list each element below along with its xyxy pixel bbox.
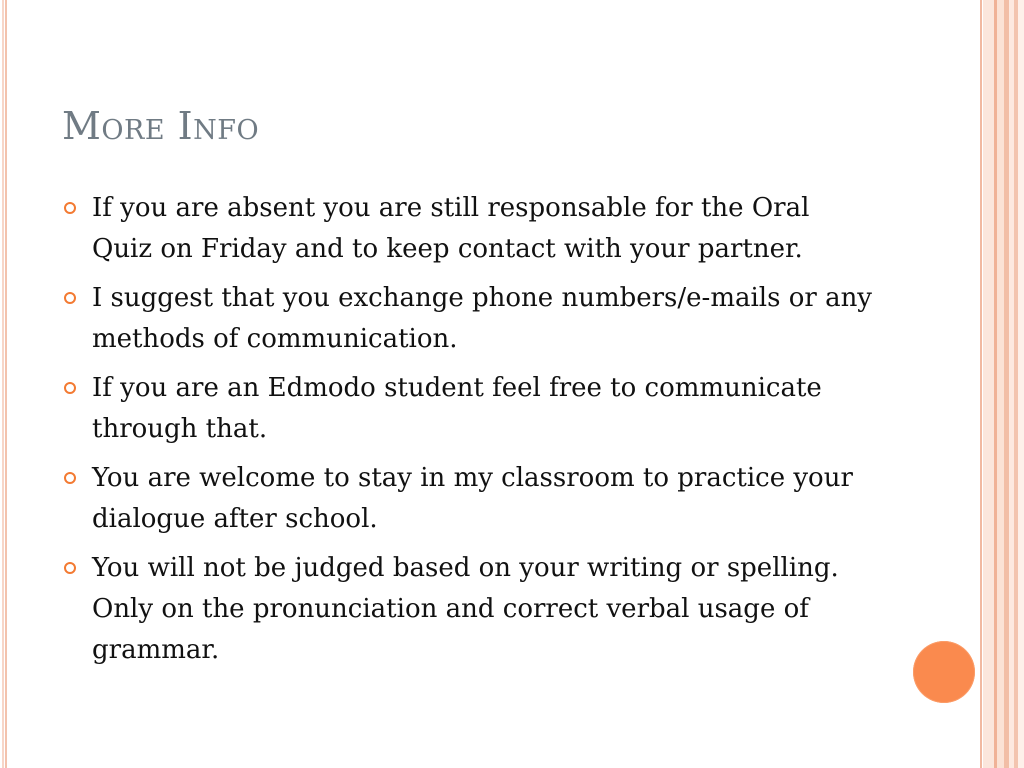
left-border-decoration <box>0 0 7 768</box>
bullet-circle-icon <box>64 472 76 484</box>
list-item <box>62 278 872 360</box>
bullet-text: You are welcome to stay in my classroom to practice your dialogue after school. <box>92 463 853 534</box>
right-stripe-decoration <box>980 0 1024 768</box>
bullet-circle-icon <box>64 562 76 574</box>
list-item <box>62 548 872 671</box>
bullet-circle-icon <box>64 382 76 394</box>
orange-circle-decoration-icon <box>913 641 975 703</box>
bullet-text: If you are absent you are still responsable for the Oral Quiz on Friday and to keep contact with your partner. <box>92 193 810 264</box>
bullet-text: I suggest that you exchange phone numbers/e-mails or any methods of communication. <box>92 283 872 354</box>
bullet-text: If you are an Edmodo student feel free to communicate through that. <box>92 373 822 444</box>
bullet-text: You will not be judged based on your writing or spelling. Only on the pronunciation and correct verbal usage of grammar. <box>92 553 839 665</box>
list-item <box>62 188 872 270</box>
list-item <box>62 458 872 540</box>
slide-title: More Info <box>62 104 260 148</box>
bullet-circle-icon <box>64 292 76 304</box>
list-item <box>62 368 872 450</box>
bullet-list <box>62 188 872 679</box>
bullet-circle-icon <box>64 202 76 214</box>
